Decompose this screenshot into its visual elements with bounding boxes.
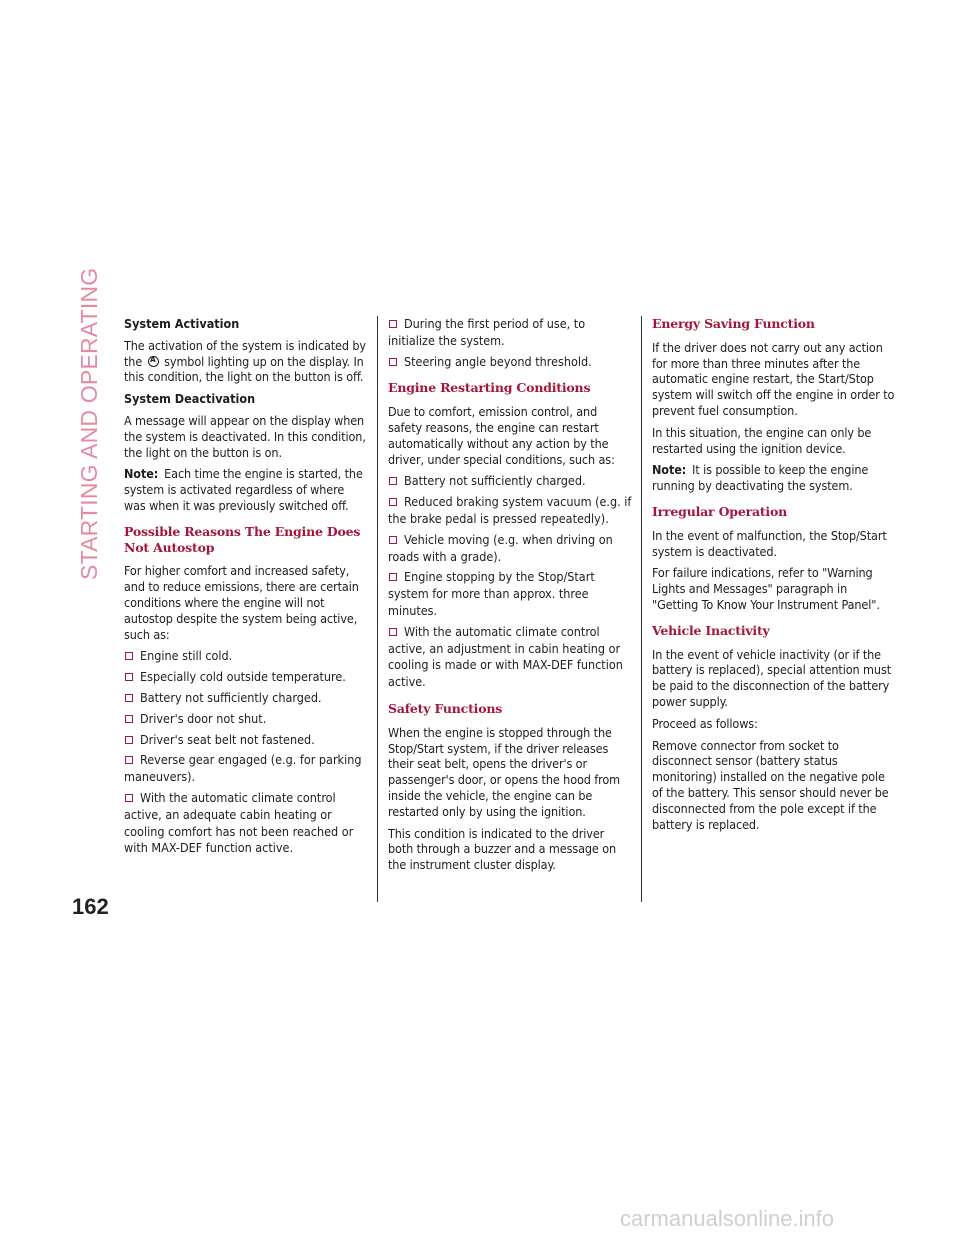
safety-functions-text: When the engine is stopped through the Stop/Start system, if the driver releases their seat belt, opens the driver's or passenger's door, or opens the hood from inside the vehicle, the engine can be restarted only by using the ignition. xyxy=(388,724,620,819)
no-autostop-intro: For higher comfort and increased safety, and to reduce emissions, there are certain conditions where the engine will not autostop despite the system being active, such as: xyxy=(124,563,359,642)
energy-saving-text-2: In this situation, the engine can only be restarted using the ignition device. xyxy=(652,424,872,456)
activation-text-part: The activation of the system is indicated by the xyxy=(124,337,366,369)
footer-watermark: carmanualsonline.info xyxy=(620,1206,835,1231)
list-item-text: During the first period of use, to initialize the system. xyxy=(388,316,586,348)
list-item-text: Battery not sufficiently charged. xyxy=(140,689,322,705)
no-autostop-reasons-heading: Possible Reasons The Engine Does Not Autostop xyxy=(124,523,361,555)
no-autostop-list-continued xyxy=(388,316,632,370)
checkbox-bullet-icon xyxy=(125,694,133,702)
list-item xyxy=(124,732,366,749)
list-item xyxy=(388,316,632,350)
list-item-text: Engine stopping by the Stop/Start system for more than approx. three minutes. xyxy=(388,569,595,618)
list-item-text: With the automatic climate control active, an adjustment in cabin heating or cooling is made or with MAX-DEF function active. xyxy=(388,623,623,690)
checkbox-bullet-icon xyxy=(125,673,133,681)
note-label: Note: xyxy=(652,462,687,478)
vehicle-inactivity-heading: Vehicle Inactivity xyxy=(652,622,770,638)
column-divider xyxy=(377,316,378,902)
list-item-text: Reduced braking system vacuum (e.g. if the brake pedal is pressed repeatedly). xyxy=(388,494,632,526)
list-item xyxy=(124,648,366,665)
irregular-operation-text-2: For failure indications, refer to "Warning Lights and Messages" paragraph in "Getting To Know Your Instrument Panel". xyxy=(652,565,880,612)
list-item xyxy=(124,752,366,786)
checkbox-bullet-icon xyxy=(389,320,397,328)
list-item-text: Engine still cold. xyxy=(140,648,233,664)
checkbox-bullet-icon xyxy=(125,736,133,744)
checkbox-bullet-icon xyxy=(389,628,397,636)
note-text: It is possible to keep the engine running by deactivating the system. xyxy=(652,462,869,494)
checkbox-bullet-icon xyxy=(389,358,397,366)
energy-saving-heading: Energy Saving Function xyxy=(652,316,815,331)
list-item-text: Steering angle beyond threshold. xyxy=(404,353,592,369)
list-item xyxy=(124,790,366,857)
list-item xyxy=(388,473,632,490)
column-1 xyxy=(124,316,366,863)
safety-functions-text-2: This condition is indicated to the driver both through a buzzer and a message on the instrument cluster display. xyxy=(388,825,617,873)
checkbox-bullet-icon xyxy=(389,536,397,544)
vehicle-inactivity-text-3: Remove connector from socket to disconnect sensor (battery status monitoring) installed on the negative pole of the battery. This sensor should never be disconnected from the pole except if the battery is replaced. xyxy=(652,737,889,832)
list-item-text: With the automatic climate control active, an adequate cabin heating or cooling comfort has not been reached or with MAX-DEF function active. xyxy=(124,789,354,856)
list-item xyxy=(388,354,632,371)
no-autostop-list xyxy=(124,648,366,857)
checkbox-bullet-icon xyxy=(125,652,133,660)
list-item xyxy=(388,494,632,528)
vehicle-inactivity-text-2: Proceed as follows: xyxy=(652,715,758,731)
engine-restarting-intro: Due to comfort, emission control, and safety reasons, the engine can restart automatically without any action by the driver, under special conditions, such as: xyxy=(388,404,615,467)
system-deactivation-heading: System Deactivation xyxy=(124,391,256,407)
column-3 xyxy=(652,316,896,838)
list-item xyxy=(124,711,366,728)
column-2 xyxy=(388,316,632,879)
list-item xyxy=(388,569,632,619)
checkbox-bullet-icon xyxy=(389,477,397,485)
engine-restarting-list xyxy=(388,473,632,691)
system-activation-heading: System Activation xyxy=(124,316,240,331)
note-label: Note: xyxy=(124,466,159,482)
checkbox-bullet-icon xyxy=(125,715,133,723)
checkbox-bullet-icon xyxy=(389,573,397,581)
note-text: Each time the engine is started, the system is activated regardless of where was when it was previously switched off. xyxy=(124,466,363,513)
section-side-title: STARTING AND OPERATING xyxy=(76,267,102,580)
activation-text-part: symbol lighting up on the display. In this condition, the light on the button is off. xyxy=(124,353,364,385)
column-divider xyxy=(641,316,642,902)
note-paragraph xyxy=(652,462,896,494)
system-deactivation-text: A message will appear on the display when the system is deactivated. In this condition, the light on the button is on. xyxy=(124,412,366,460)
stop-start-symbol-icon xyxy=(148,356,159,367)
engine-restarting-heading: Engine Restarting Conditions xyxy=(388,380,591,396)
list-item-text: Especially cold outside temperature. xyxy=(140,669,346,685)
system-activation-text xyxy=(124,338,366,385)
irregular-operation-text: In the event of malfunction, the Stop/Start system is deactivated. xyxy=(652,527,887,559)
page-number: 162 xyxy=(72,894,109,919)
list-item xyxy=(124,669,366,686)
list-item-text: Reverse gear engaged (e.g. for parking maneuvers). xyxy=(124,752,362,785)
checkbox-bullet-icon xyxy=(389,498,397,506)
energy-saving-text: If the driver does not carry out any action for more than three minutes after the automatic engine restart, the Start/Stop system will switch off the engine in order to prevent fuel consumption. xyxy=(652,339,895,418)
list-item xyxy=(124,690,366,707)
list-item-text: Driver's seat belt not fastened. xyxy=(140,731,315,747)
checkbox-bullet-icon xyxy=(125,794,133,802)
note-paragraph xyxy=(124,466,366,513)
list-item-text: Driver's door not shut. xyxy=(140,710,267,726)
checkbox-bullet-icon xyxy=(125,756,133,764)
safety-functions-heading: Safety Functions xyxy=(388,700,503,716)
list-item-text: Vehicle moving (e.g. when driving on roads with a grade). xyxy=(388,531,613,564)
vehicle-inactivity-text: In the event of vehicle inactivity (or if the battery is replaced), special attention must be paid to the disconnection of the battery power supply. xyxy=(652,646,891,709)
list-item-text: Battery not sufficiently charged. xyxy=(404,473,586,489)
list-item xyxy=(388,532,632,566)
irregular-operation-heading: Irregular Operation xyxy=(652,503,788,519)
list-item xyxy=(388,624,632,691)
